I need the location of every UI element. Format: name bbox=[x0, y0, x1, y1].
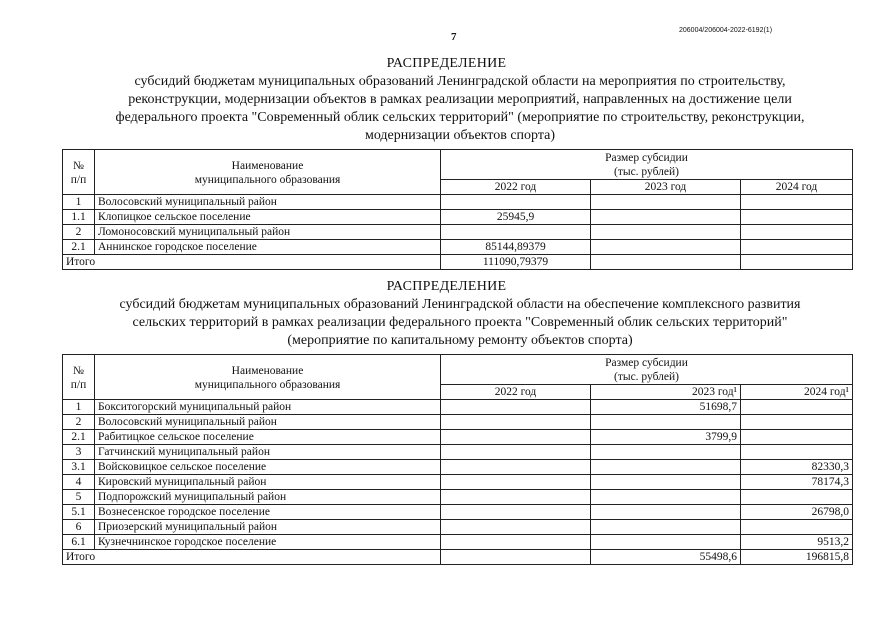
table-row: 1.1 Клопицкое сельское поселение 25945,9 bbox=[63, 210, 853, 225]
section1-desc-line: модернизации объектов спорта) bbox=[364, 128, 556, 143]
section1-description bbox=[60, 73, 860, 145]
table-row: 2.1 Аннинское городское поселение 85144,89379 bbox=[63, 240, 853, 255]
document-id: 206004/206004-2022-6192(1) bbox=[679, 27, 773, 34]
table-row: 4 Кировский муниципальный район 78174,3 bbox=[63, 475, 853, 490]
header-num: № п/п bbox=[63, 355, 95, 400]
section2-desc-line: сельских территорий в рамках реализации федерального проекта "Современный облик сельских территорий" bbox=[132, 315, 788, 330]
section2-desc-line: субсидий бюджетам муниципальных образований Ленинградской области на обеспечение комплексного развития bbox=[119, 297, 801, 312]
table-row: 5 Подпорожский муниципальный район bbox=[63, 490, 853, 505]
header-name: Наименование муниципального образования bbox=[95, 150, 441, 195]
section1-table bbox=[62, 149, 853, 270]
header-subsidy-size: Размер субсидии (тыс. рублей) bbox=[441, 355, 853, 385]
section1-desc-line: реконструкции, модернизации объектов в рамках реализации мероприятий, направленных на достижение цели bbox=[128, 92, 792, 107]
section1-desc-line: федерального проекта "Современный облик сельских территорий" (мероприятие по строительству, реконструкции, bbox=[115, 110, 805, 125]
page-number: 7 bbox=[451, 31, 457, 43]
header-year: 2024 год¹ bbox=[741, 385, 853, 400]
table-row: 2.1 Рабитицкое сельское поселение 3799,9 bbox=[63, 430, 853, 445]
table-row: 3 Гатчинский муниципальный район bbox=[63, 445, 853, 460]
header-year: 2022 год bbox=[441, 180, 591, 195]
header-year: 2022 год bbox=[441, 385, 591, 400]
table-row: 2 Волосовский муниципальный район bbox=[63, 415, 853, 430]
table-row: 5.1 Вознесенское городское поселение 26798,0 bbox=[63, 505, 853, 520]
header-year: 2024 год bbox=[741, 180, 853, 195]
header-year: 2023 год¹ bbox=[591, 385, 741, 400]
header-subsidy-size: Размер субсидии (тыс. рублей) bbox=[441, 150, 853, 180]
header-num: № п/п bbox=[63, 150, 95, 195]
header-year: 2023 год bbox=[591, 180, 741, 195]
section2-description bbox=[60, 296, 860, 350]
table-row: 6 Приозерский муниципальный район bbox=[63, 520, 853, 535]
total-row: Итого 55498,6 196815,8 bbox=[63, 550, 853, 565]
header-name: Наименование муниципального образования bbox=[95, 355, 441, 400]
section2-table bbox=[62, 354, 853, 565]
table-row: 6.1 Кузнечнинское городское поселение 9513,2 bbox=[63, 535, 853, 550]
table-row: 1 Волосовский муниципальный район bbox=[63, 195, 853, 210]
table-row: 2 Ломоносовский муниципальный район bbox=[63, 225, 853, 240]
section1-title: РАСПРЕДЕЛЕНИЕ bbox=[386, 56, 507, 71]
section2-title: РАСПРЕДЕЛЕНИЕ bbox=[386, 279, 507, 294]
section1-desc-line: субсидий бюджетам муниципальных образований Ленинградской области на мероприятия по строительству, bbox=[134, 74, 786, 89]
table-row: 1 Бокситогорский муниципальный район 51698,7 bbox=[63, 400, 853, 415]
total-row: Итого 111090,79379 bbox=[63, 255, 853, 270]
table-row: 3.1 Войсковицкое сельское поселение 82330,3 bbox=[63, 460, 853, 475]
section2-desc-line: (мероприятие по капитальному ремонту объектов спорта) bbox=[287, 333, 633, 348]
